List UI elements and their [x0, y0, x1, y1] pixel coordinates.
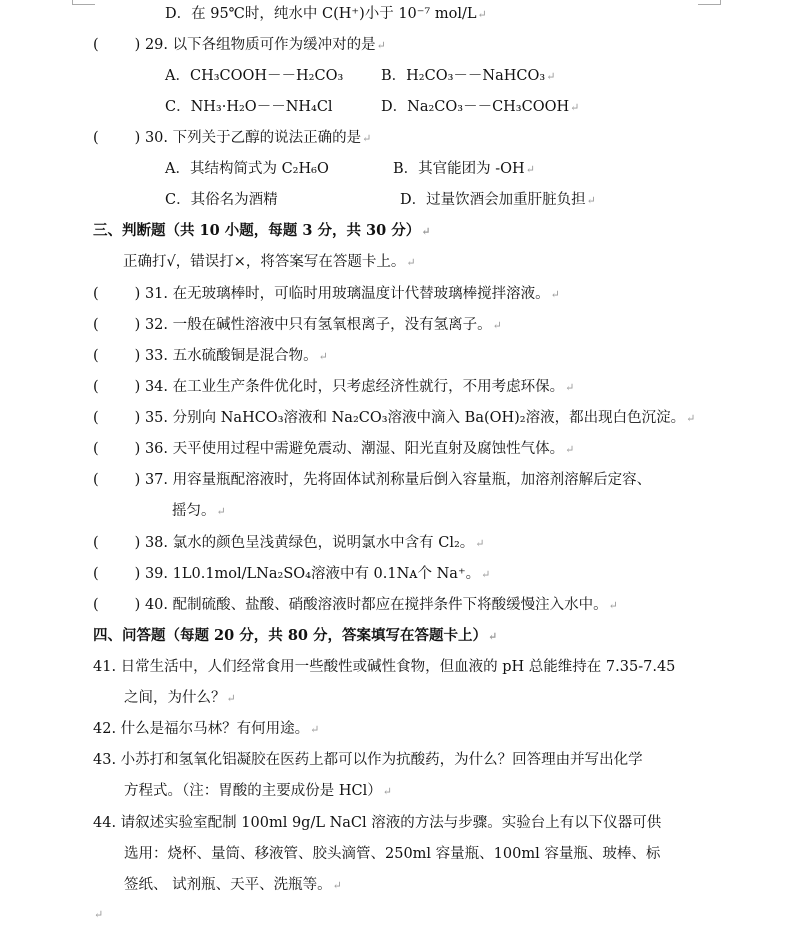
answer-paren-close: )	[134, 130, 141, 146]
judgement-item-33: ( ) 33. 五水硫酸铜是混合物。↵	[93, 348, 328, 364]
question-43-line-2: 方程式。（注：胃酸的主要成份是 HCl）↵	[124, 783, 392, 799]
question-number: 29.	[144, 37, 169, 53]
question-text: 下列关于乙醇的说法正确的是	[172, 130, 362, 146]
question-44-line-1: 44. 请叙述实验室配制 100ml 9g/L NaCl 溶液的方法与步骤。实验台上有以下仪器可供	[93, 815, 662, 831]
answer-paren-open: (	[93, 37, 99, 53]
q30-stem: ( ) 30. 下列关于乙醇的说法正确的是↵	[93, 130, 372, 146]
judgement-item-37: ( ) 37. 用容量瓶配溶液时，先将固体试剂称量后倒入容量瓶，加溶剂溶解后定容、	[93, 472, 652, 488]
q30-option-c: C．其俗名为酒精	[165, 192, 278, 208]
q29-option-d: D．Na₂CO₃－－CH₃COOH↵	[381, 99, 580, 115]
judgement-item-40: ( ) 40. 配制硫酸、盐酸、硝酸溶液时都应在搅拌条件下将酸缓慢注入水中。↵	[93, 597, 618, 613]
question-41-line-2: 之间，为什么？↵	[124, 690, 236, 706]
q29-option-a: A．CH₃COOH－－H₂CO₃	[165, 68, 344, 84]
judgement-item-34: ( ) 34. 在工业生产条件优化时，只考虑经济性就行，不用考虑环保。↵	[93, 379, 575, 395]
q30-option-a: A．其结构简式为 C₂H₆O	[165, 161, 329, 177]
judgement-item-31: ( ) 31. 在无玻璃棒时，可临时用玻璃温度计代替玻璃棒搅拌溶液。↵	[93, 286, 560, 302]
question-41-line-1: 41. 日常生活中，人们经常食用一些酸性或碱性食物，但血液的 pH 总能维持在 7.35-7.45	[93, 659, 676, 675]
q28-option-d: D．在 95℃时，纯水中 C(H⁺)小于 10⁻⁷ mol/L↵	[165, 6, 487, 22]
question-text: 以下各组物质可作为缓冲对的是	[172, 37, 376, 53]
question-43-line-1: 43. 小苏打和氢氧化铝凝胶在医药上都可以作为抗酸药，为什么？回答理由并写出化学	[93, 752, 643, 768]
judgement-item-35: ( ) 35. 分别向 NaHCO₃溶液和 Na₂CO₃溶液中滴入 Ba(OH)₂溶液，都出现白色沉淀。↵	[93, 410, 696, 426]
q29-option-b: B．H₂CO₃－－NaHCO₃↵	[381, 68, 556, 84]
trailing-paragraph-mark: ↵	[94, 908, 104, 921]
section-4-title: 四、问答题（每题 20 分，共 80 分，答案填写在答题卡上）↵	[93, 627, 498, 644]
judgement-item-37-continued: 摇匀。↵	[172, 503, 226, 519]
question-44-line-3: 签纸、 试剂瓶、天平、洗瓶等。↵	[124, 877, 342, 893]
answer-paren-open: (	[93, 130, 99, 146]
q30-option-d: D．过量饮酒会加重肝脏负担↵	[400, 192, 596, 208]
q29-stem: ( ) 29. 以下各组物质可作为缓冲对的是↵	[93, 37, 386, 53]
section-3-instruction: 正确打√，错误打×，将答案写在答题卡上。↵	[123, 254, 416, 270]
answer-paren-close: )	[134, 37, 141, 53]
question-number: 30.	[144, 130, 169, 146]
judgement-item-36: ( ) 36. 天平使用过程中需避免震动、潮湿、阳光直射及腐蚀性气体。↵	[93, 441, 575, 457]
section-3-title: 三、判断题（共 10 小题，每题 3 分，共 30 分）↵	[93, 222, 431, 239]
question-42: 42. 什么是福尔马林？有何用途。↵	[93, 721, 320, 737]
q30-option-b: B．其官能团为 -OH↵	[393, 161, 535, 177]
judgement-item-39: ( ) 39. 1L0.1mol/LNa₂SO₄溶液中有 0.1Nᴀ个 Na⁺。↵	[93, 566, 491, 582]
page-corner-mark-left	[72, 0, 95, 5]
q29-option-c: C．NH₃·H₂O－－NH₄Cl	[165, 99, 333, 115]
page-corner-mark-right	[698, 0, 721, 5]
question-44-line-2: 选用：烧杯、量筒、移液管、胶头滴管、250ml 容量瓶、100ml 容量瓶、玻棒、标	[124, 846, 661, 862]
judgement-item-38: ( ) 38. 氯水的颜色呈浅黄绿色，说明氯水中含有 Cl₂。↵	[93, 535, 485, 551]
judgement-item-32: ( ) 32. 一般在碱性溶液中只有氢氧根离子，没有氢离子。↵	[93, 317, 502, 333]
